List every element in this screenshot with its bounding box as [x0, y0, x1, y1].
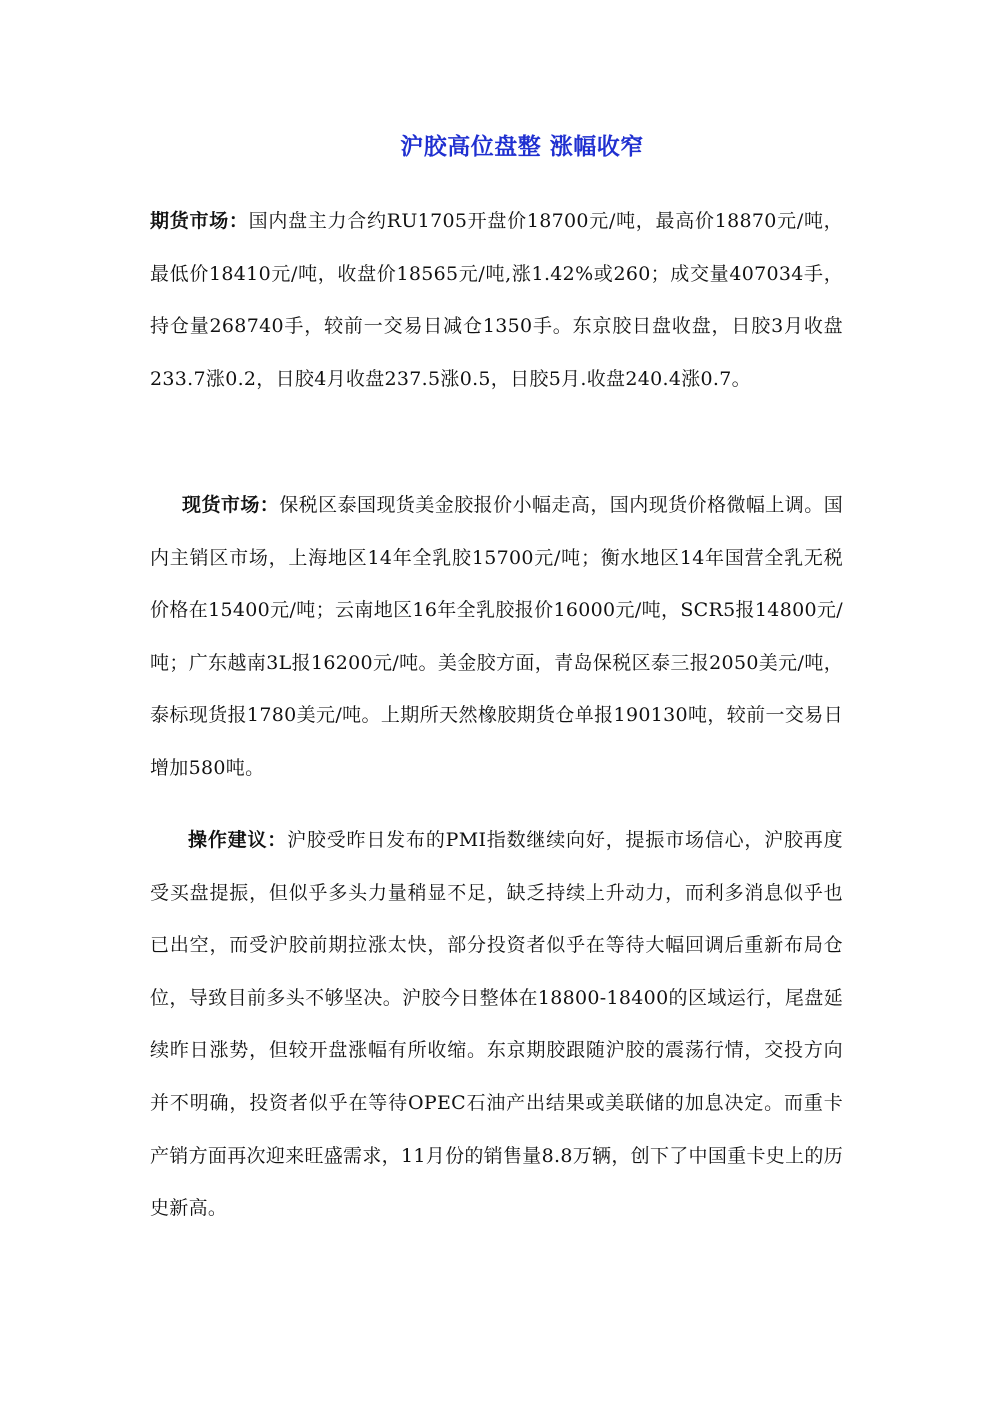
operation-advice-label: 操作建议：	[188, 829, 288, 851]
spot-market-label: 现货市场：	[182, 494, 280, 516]
operation-advice-paragraph	[150, 814, 843, 1235]
futures-market-text: 国内盘主力合约RU1705开盘价18700元/吨，最高价18870元/吨，最低价18410元/吨，收盘价18565元/吨,涨1.42%或260；成交量407034手，持仓量268740手，较前一交易日减仓1350手。东京胶日盘收盘，日胶3月收盘233.7涨0.2，日胶4月收盘237.5涨0.5，日胶5月.收盘240.4涨0.7。	[150, 210, 843, 390]
document-title: 沪胶高位盘整 涨幅收窄	[400, 134, 644, 160]
futures-market-label: 期货市场：	[150, 210, 249, 232]
spot-market-text: 保税区泰国现货美金胶报价小幅走高，国内现货价格微幅上调。国内主销区市场，上海地区14年全乳胶15700元/吨；衡水地区14年国营全乳无税价格在15400元/吨；云南地区16年全乳胶报价16000元/吨，SCR5报14800元/吨；广东越南3L报16200元/吨。美金胶方面，青岛保税区泰三报2050美元/吨，泰标现货报1780美元/吨。上期所天然橡胶期货仓单报190130吨，较前一交易日增加580吨。	[150, 494, 843, 779]
futures-market-paragraph	[150, 195, 843, 405]
spot-market-paragraph	[150, 479, 843, 795]
operation-advice-text: 沪胶受昨日发布的PMI指数继续向好，提振市场信心，沪胶再度受买盘提振，但似乎多头力量稍显不足，缺乏持续上升动力，而利多消息似乎也已出空，而受沪胶前期拉涨太快，部分投资者似乎在等待大幅回调后重新布局仓位，导致目前多头不够坚决。沪胶今日整体在18800-18400的区域运行，尾盘延续昨日涨势，但较开盘涨幅有所收缩。东京期胶跟随沪胶的震荡行情，交投方向并不明确，投资者似乎在等待OPEC石油产出结果或美联储的加息决定。而重卡产销方面再次迎来旺盛需求，11月份的销售量8.8万辆，创下了中国重卡史上的历史新高。	[150, 829, 843, 1220]
